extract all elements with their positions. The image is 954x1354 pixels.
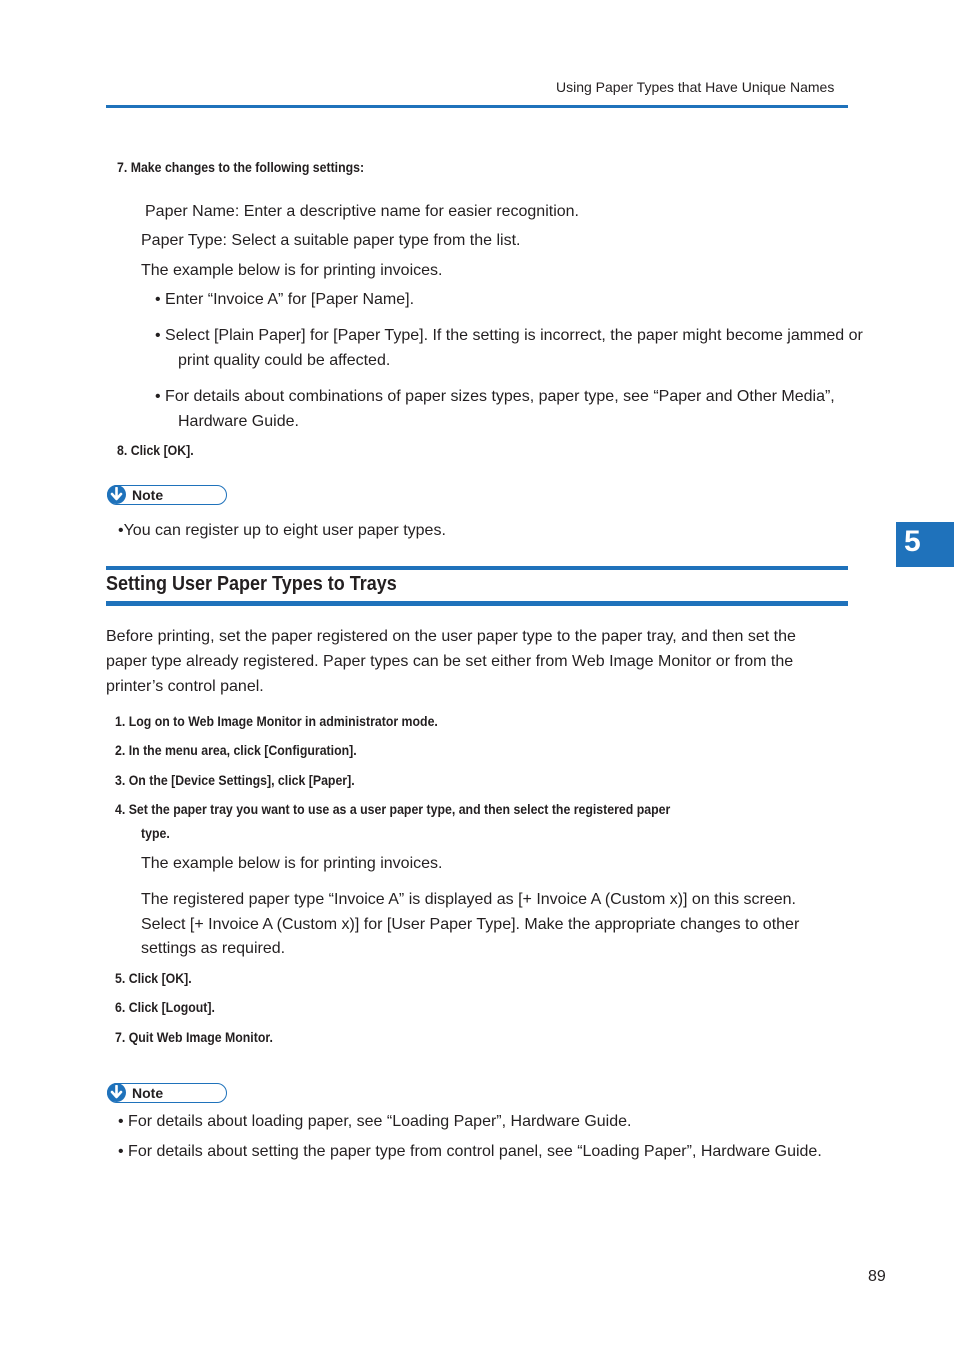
- example-line: The example below is for printing invoices.: [141, 855, 443, 872]
- paper-type-line: Paper Type: Select a suitable paper type from the list.: [141, 232, 521, 249]
- registered-paragraph-line: The registered paper type “Invoice A” is displayed as [+ Invoice A (Custom x)] on this screen.: [141, 891, 796, 908]
- chapter-number: 5: [904, 525, 921, 558]
- step-7-heading: 7. Make changes to the following settings:: [117, 159, 365, 175]
- bullet-item-continuation: print quality could be affected.: [178, 352, 391, 369]
- example-line: The example below is for printing invoices.: [141, 262, 443, 279]
- step-4-heading: 4. Set the paper tray you want to use as a user paper type, and then select the registered paper: [115, 801, 671, 817]
- intro-paragraph-line: paper type already registered. Paper types can be set either from Web Image Monitor or from the: [106, 653, 794, 670]
- running-header: Using Paper Types that Have Unique Names: [556, 79, 835, 95]
- header-rule: [106, 105, 848, 108]
- note-item: •You can register up to eight user paper types.: [118, 522, 446, 539]
- note-item: • For details about loading paper, see “Loading Paper”, Hardware Guide.: [118, 1113, 632, 1130]
- step-4-continuation: type.: [141, 825, 170, 841]
- arrow-down-icon: [107, 485, 126, 504]
- intro-paragraph-line: Before printing, set the paper registered on the user paper type to the paper tray, and then set the: [106, 628, 796, 645]
- intro-paragraph-line: printer’s control panel.: [106, 678, 264, 695]
- note-item: • For details about setting the paper type from control panel, see “Loading Paper”, Hardware Guide.: [118, 1143, 822, 1160]
- note-badge: [107, 485, 227, 505]
- bullet-item: • Select [Plain Paper] for [Paper Type]. If the setting is incorrect, the paper might become jammed or: [155, 327, 863, 344]
- note-badge: [107, 1083, 227, 1103]
- section-bottom-rule: [106, 601, 848, 606]
- section-title: Setting User Paper Types to Trays: [106, 573, 397, 595]
- step-1-heading: 1. Log on to Web Image Monitor in administrator mode.: [115, 713, 438, 729]
- step-7-heading: 7. Quit Web Image Monitor.: [115, 1029, 273, 1045]
- note-label: Note: [132, 487, 164, 503]
- chapter-tab: [896, 522, 954, 567]
- note-label: Note: [132, 1085, 164, 1101]
- page-number: 89: [868, 1268, 886, 1285]
- bullet-item: • For details about combinations of paper sizes types, paper type, see “Paper and Other Media”,: [155, 388, 835, 405]
- step-3-heading: 3. On the [Device Settings], click [Paper].: [115, 772, 355, 788]
- bullet-item-continuation: Hardware Guide.: [178, 413, 299, 430]
- step-2-heading: 2. In the menu area, click [Configuration].: [115, 742, 357, 758]
- step-6-heading: 6. Click [Logout].: [115, 999, 215, 1015]
- step-5-heading: 5. Click [OK].: [115, 970, 192, 986]
- bullet-item: • Enter “Invoice A” for [Paper Name].: [155, 291, 415, 308]
- step-8-heading: 8. Click [OK].: [117, 442, 194, 458]
- section-top-rule: [106, 566, 848, 570]
- registered-paragraph-line: Select [+ Invoice A (Custom x)] for [User Paper Type]. Make the appropriate changes to other: [141, 916, 800, 933]
- arrow-down-icon: [107, 1083, 126, 1102]
- registered-paragraph-line: settings as required.: [141, 940, 286, 957]
- paper-name-line: Paper Name: Enter a descriptive name for easier recognition.: [145, 203, 579, 220]
